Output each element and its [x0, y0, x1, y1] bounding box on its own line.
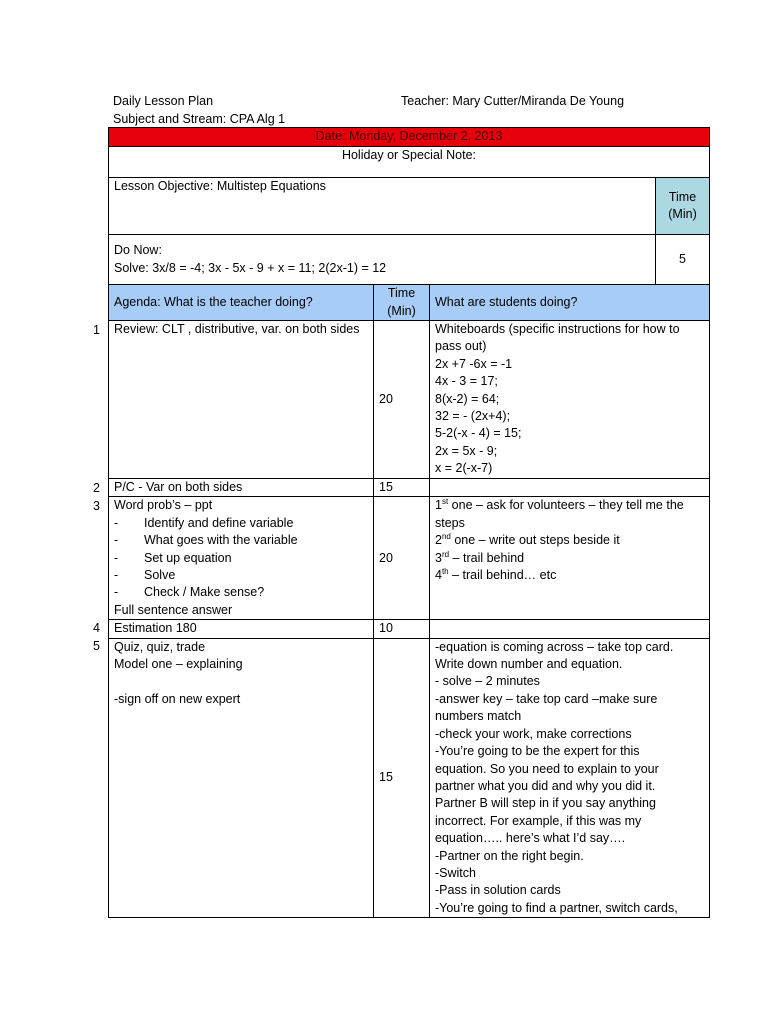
- objective-time-header: [656, 178, 710, 235]
- teacher-name: Teacher: Mary Cutter/Miranda De Young: [401, 94, 625, 108]
- list-item: -Partner on the right begin.: [435, 848, 584, 863]
- list-item: [435, 567, 704, 584]
- row1-teacher-text: Review: CLT , distributive, var. on both sides: [114, 322, 360, 336]
- ordinal: 3: [435, 550, 442, 565]
- list-item: partner what you did and why you did it.: [435, 778, 656, 793]
- bullet-marker: -: [114, 585, 119, 600]
- holiday-note: Holiday or Special Note:: [109, 147, 710, 178]
- min-label: (Min): [668, 207, 697, 221]
- lesson-plan-table: [108, 127, 710, 918]
- list-item: Partner B will step in if you say anything: [435, 796, 656, 811]
- time-label: Time: [668, 189, 697, 204]
- row-number-1: 1: [93, 323, 100, 337]
- row1-teacher: [109, 321, 374, 479]
- agenda-students-header: What are students doing?: [430, 285, 710, 321]
- row5-teacher: [109, 638, 374, 918]
- list-item: -Pass in solution cards: [435, 883, 561, 898]
- row3-time: 20: [374, 497, 430, 620]
- list-item: 4x - 3 = 17;: [435, 374, 498, 389]
- ordinal: 1: [435, 498, 442, 513]
- list-item: [114, 673, 368, 690]
- ordinal: 4: [435, 568, 442, 583]
- row5-students: [430, 638, 710, 918]
- table-row: [109, 620, 710, 638]
- item-text: – trail behind… etc: [448, 568, 557, 583]
- list-item: Quiz, quiz, trade: [114, 639, 206, 654]
- bullet-marker: -: [114, 533, 119, 548]
- list-item: 2x = 5x - 9;: [435, 443, 498, 458]
- list-item: 8(x-2) = 64;: [435, 391, 500, 406]
- list-item: 32 = - (2x+4);: [435, 409, 511, 424]
- row1-time: 20: [374, 321, 430, 479]
- row3-teacher-title: Word prob’s – ppt: [114, 498, 213, 513]
- row3-teacher-footer: Full sentence answer: [114, 602, 233, 617]
- agenda-time-header: [374, 285, 430, 321]
- do-now-text: Solve: 3x/8 = -4; 3x - 5x - 9 + x = 11; 2(2x-1) = 12: [114, 260, 387, 275]
- list-item: 2x +7 -6x = -1: [435, 356, 513, 371]
- row4-time: 10: [374, 620, 430, 638]
- ordinal-suffix: th: [441, 566, 449, 576]
- row-number-2: 2: [93, 481, 100, 495]
- list-item: -check your work, make corrections: [435, 726, 632, 741]
- list-item: numbers match: [435, 709, 522, 724]
- list-item: Write down number and equation.: [435, 657, 623, 672]
- list-item: incorrect. For example, if this was my: [435, 813, 642, 828]
- list-item: [114, 550, 368, 567]
- bullet-text: What goes with the variable: [144, 533, 298, 548]
- ordinal-suffix: rd: [441, 549, 450, 559]
- list-item: [114, 532, 368, 549]
- list-item: -Switch: [435, 865, 476, 880]
- list-item: equation….. here’s what I’d say….: [435, 831, 626, 846]
- table-row: [109, 638, 710, 918]
- list-item: x = 2(-x-7): [435, 461, 493, 476]
- row4-teacher: Estimation 180: [109, 620, 374, 638]
- row3-teacher: [109, 497, 374, 620]
- do-now-cell: [109, 235, 656, 285]
- list-item: [114, 584, 368, 601]
- row3-students: [430, 497, 710, 620]
- bullet-marker: -: [114, 515, 119, 530]
- list-item: Whiteboards (specific instructions for how to pass out): [435, 322, 680, 354]
- row1-students: [430, 321, 710, 479]
- agenda-teacher-header: Agenda: What is the teacher doing?: [109, 285, 374, 321]
- list-item: Model one – explaining: [114, 657, 243, 672]
- bullet-text: Set up equation: [144, 550, 232, 565]
- do-now-label: Do Now:: [114, 243, 162, 258]
- row-number-3: 3: [93, 499, 100, 513]
- row5-time: 15: [374, 638, 430, 918]
- bullet-text: Check / Make sense?: [144, 585, 265, 600]
- agenda-time-label: Time: [387, 286, 416, 301]
- list-item: [435, 550, 704, 567]
- row2-teacher: P/C - Var on both sides: [109, 479, 374, 497]
- ordinal-suffix: st: [441, 497, 449, 507]
- ordinal-suffix: nd: [441, 532, 451, 542]
- item-text: – trail behind: [449, 550, 525, 565]
- agenda-min-label: (Min): [387, 303, 416, 318]
- list-item: - solve – 2 minutes: [435, 674, 540, 689]
- table-row: [109, 497, 710, 620]
- row4-students: [430, 620, 710, 638]
- table-row: [109, 479, 710, 497]
- list-item: -equation is coming across – take top card.: [435, 639, 674, 654]
- list-item: [114, 567, 368, 584]
- list-item: -You’re going to be the expert for this: [435, 744, 640, 759]
- lesson-objective: Lesson Objective: Multistep Equations: [109, 178, 656, 235]
- subject-stream: Subject and Stream: CPA Alg 1: [113, 112, 286, 126]
- item-text: one – ask for volunteers – they tell me the steps: [435, 498, 684, 530]
- table-row: [109, 321, 710, 479]
- bullet-text: Identify and define variable: [144, 515, 294, 530]
- bullet-text: Solve: [144, 568, 176, 583]
- item-text: one – write out steps beside it: [450, 533, 620, 548]
- list-item: -answer key – take top card –make sure: [435, 691, 658, 706]
- list-item: [114, 515, 368, 532]
- bullet-marker: -: [114, 568, 119, 583]
- date-bar: Date: Monday, December 2, 2013: [109, 128, 710, 147]
- ordinal: 2: [435, 533, 442, 548]
- list-item: [435, 497, 704, 532]
- do-now-time: 5: [656, 235, 710, 285]
- document-title: Daily Lesson Plan: [113, 94, 214, 108]
- row2-time: 15: [374, 479, 430, 497]
- row-number-5: 5: [93, 639, 100, 653]
- row-number-4: 4: [93, 621, 100, 635]
- list-item: -You’re going to find a partner, switch cards,: [435, 900, 678, 915]
- list-item: equation. So you need to explain to your: [435, 761, 659, 776]
- row2-students: [430, 479, 710, 497]
- list-item: [435, 532, 704, 549]
- list-item: 5-2(-x - 4) = 15;: [435, 426, 522, 441]
- bullet-marker: -: [114, 550, 119, 565]
- list-item: -sign off on new expert: [114, 691, 241, 706]
